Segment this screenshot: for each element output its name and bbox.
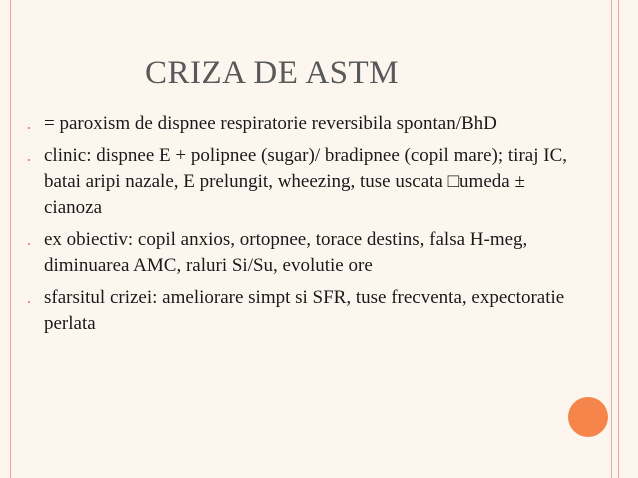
- slide-title: CRIZA DE ASTM: [145, 55, 400, 91]
- right-border-line-outer: [618, 0, 619, 478]
- bullet-list: [44, 111, 584, 343]
- decorative-circle-icon: [568, 397, 608, 437]
- bullet-item: clinic: dispnee E + polipnee (sugar)/ bradipnee (copil mare); tiraj IC, batai aripi nazale, E prelungit, wheezing, tuse uscata □umeda ± cianoza: [44, 143, 584, 221]
- bullet-item: ex obiectiv: copil anxios, ortopnee, torace destins, falsa H-meg, diminuarea AMC, raluri Si/Su, evolutie ore: [44, 227, 584, 279]
- bullet-item: sfarsitul crizei: ameliorare simpt si SFR, tuse frecventa, expectoratie perlata: [44, 285, 584, 337]
- right-border-line-inner: [611, 0, 612, 478]
- bullet-item: = paroxism de dispnee respiratorie reversibila spontan/BhD: [44, 111, 584, 137]
- left-border-line: [10, 0, 11, 478]
